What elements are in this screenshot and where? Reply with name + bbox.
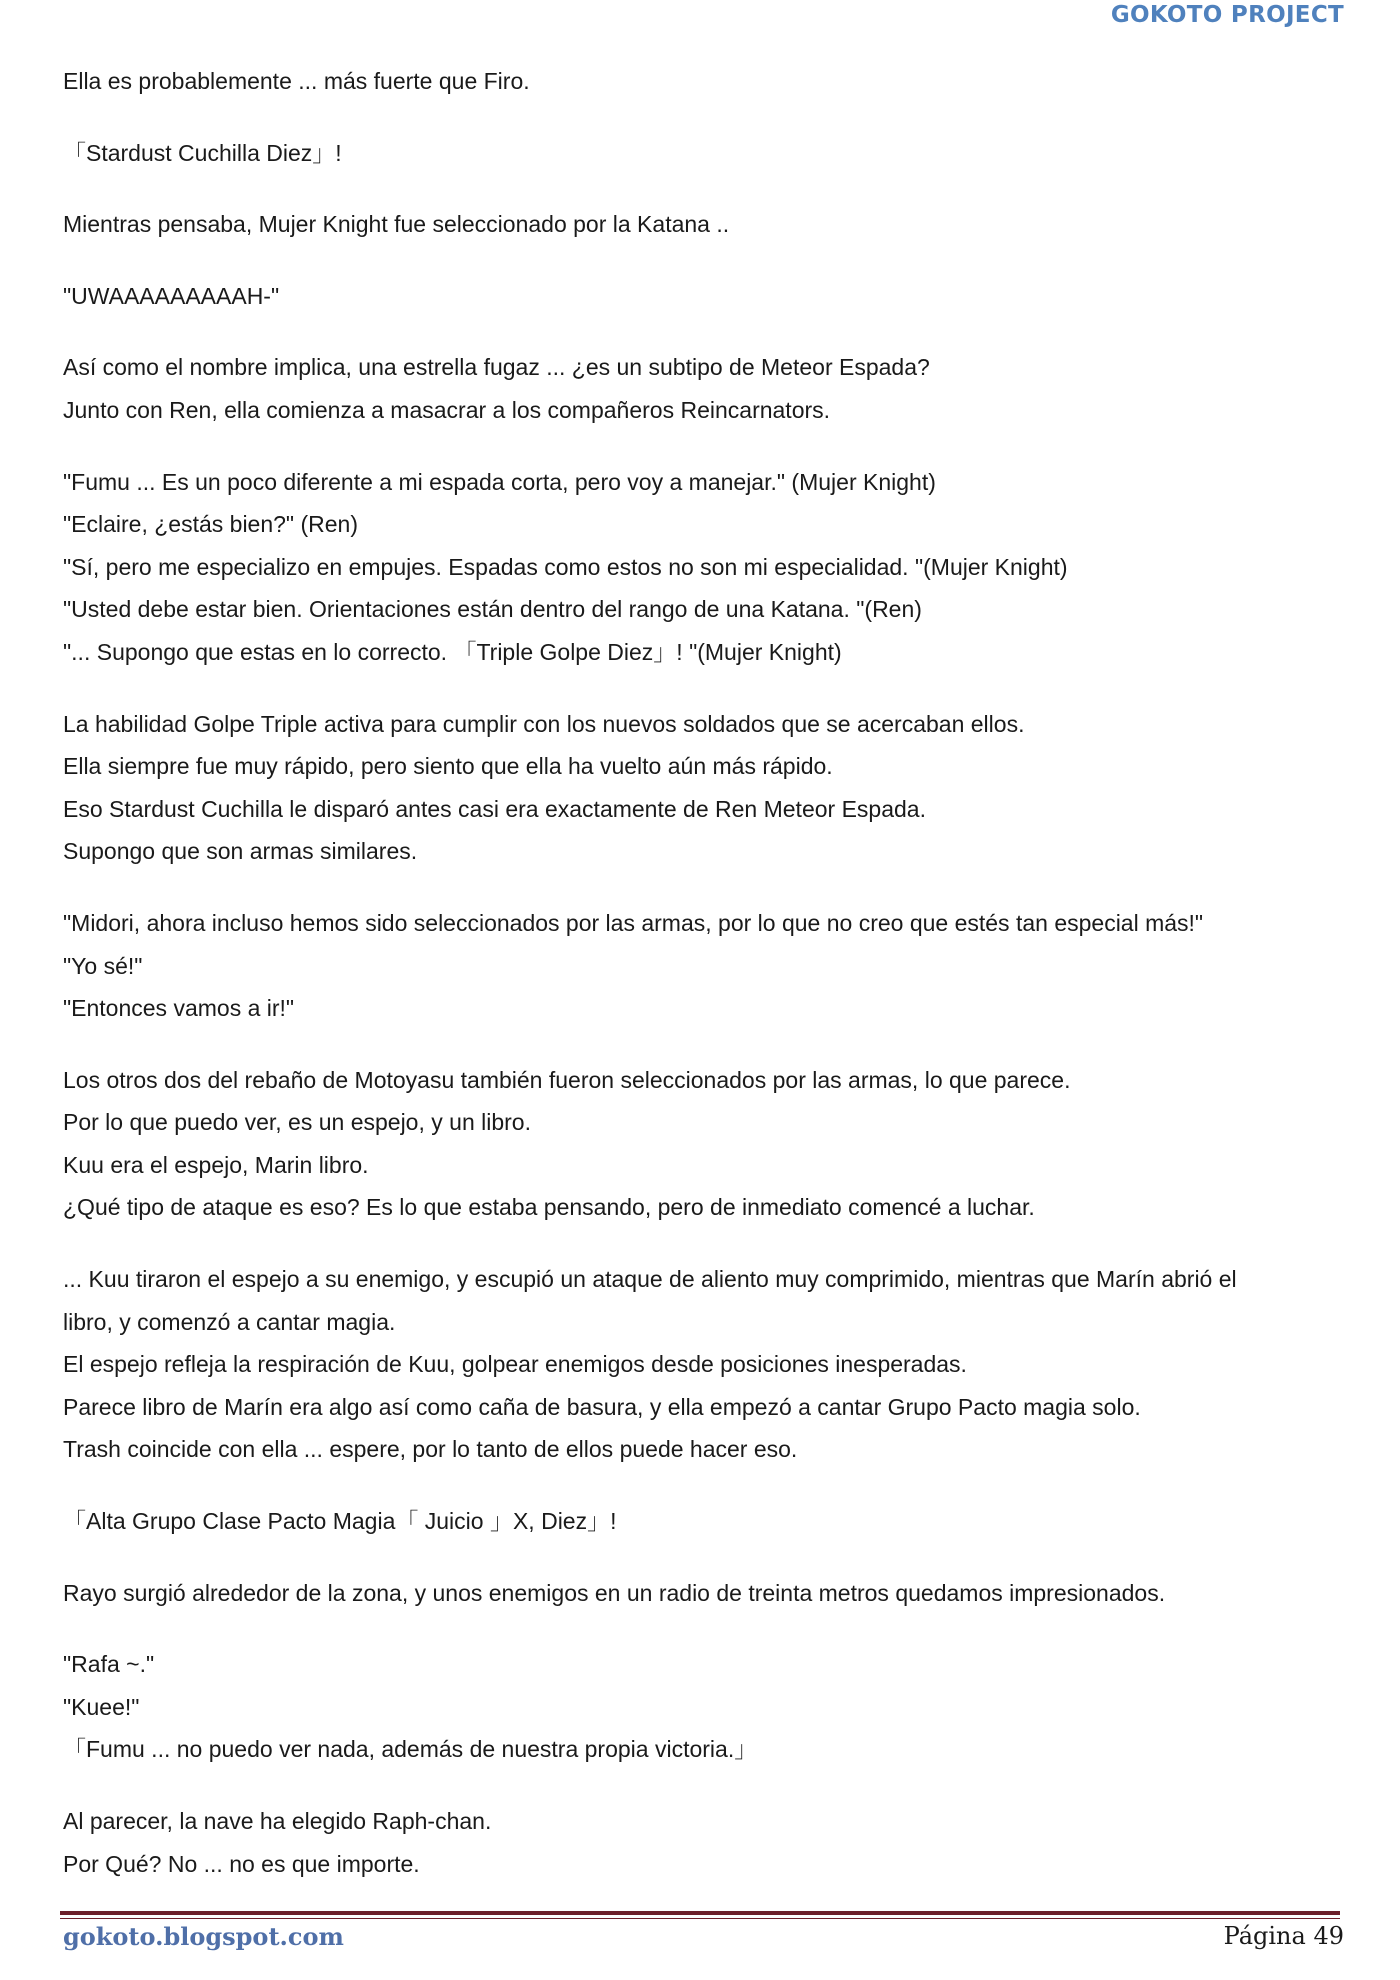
paragraph-gap <box>63 1614 1343 1643</box>
text-line: El espejo refleja la respiración de Kuu, golpear enemigos desde posiciones inesperadas. <box>63 1351 967 1378</box>
text-line: Rayo surgió alrededor de la zona, y unos enemigos en un radio de treinta metros quedamos impresionados. <box>63 1579 1166 1606</box>
text-line: Así como el nombre implica, una estrella fugaz ... ¿es un subtipo de Meteor Espada? <box>63 354 930 381</box>
text-line: "UWAAAAAAAAAH-" <box>63 282 280 309</box>
paragraph-gap <box>63 1030 1343 1059</box>
text-line: "Fumu ... Es un poco diferente a mi espada corta, pero voy a manejar." (Mujer Knight) <box>63 468 936 495</box>
text-line: 「Fumu ... no puedo ver nada, además de nuestra propia victoria.」 <box>63 1736 758 1763</box>
text-line: Por Qué? No ... no es que importe. <box>63 1850 420 1877</box>
paragraph-gap <box>63 873 1343 902</box>
text-line: "Usted debe estar bien. Orientaciones están dentro del rango de una Katana. "(Ren) <box>63 596 922 623</box>
text-line: "Rafa ~." <box>63 1651 155 1678</box>
page-number: Página 49 <box>1223 1922 1344 1950</box>
paragraph-gap <box>63 317 1343 346</box>
paragraph-gap <box>63 1229 1343 1258</box>
text-line: "... Supongo que estas en lo correcto. 「Triple Golpe Diez」! "(Mujer Knight) <box>63 638 842 665</box>
text-line: Parece libro de Marín era algo así como caña de basura, y ella empezó a cantar Grupo Pacto magia solo. <box>63 1393 1141 1420</box>
text-line: 「Stardust Cuchilla Diez」! <box>63 139 342 166</box>
text-line: libro, y comenzó a cantar magia. <box>63 1308 396 1335</box>
paragraph-gap <box>63 1771 1343 1800</box>
paragraph-gap <box>63 174 1343 203</box>
text-line: Por lo que puedo ver, es un espejo, y un libro. <box>63 1109 531 1136</box>
text-line: Kuu era el espejo, Marin libro. <box>63 1151 369 1178</box>
text-line: "Sí, pero me especializo en empujes. Espadas como estos no son mi especialidad. "(Mujer Knight) <box>63 553 1068 580</box>
text-line: Los otros dos del rebaño de Motoyasu también fueron seleccionados por las armas, lo que parece. <box>63 1066 1071 1093</box>
header-title: GOKOTO PROJECT <box>1110 2 1344 28</box>
text-line: Trash coincide con ella ... espere, por lo tanto de ellos puede hacer eso. <box>63 1436 798 1463</box>
text-line: La habilidad Golpe Triple activa para cumplir con los nuevos soldados que se acercaban ellos. <box>63 710 1025 737</box>
text-line: Supongo que son armas similares. <box>63 838 418 865</box>
text-line: "Yo sé!" <box>63 952 143 979</box>
text-line: ... Kuu tiraron el espejo a su enemigo, y escupió un ataque de aliento muy comprimido, mientras que Marín abrió el <box>63 1266 1237 1293</box>
text-line: Ella es probablemente ... más fuerte que Firo. <box>63 68 530 94</box>
footer-site-link[interactable]: gokoto.blogspot.com <box>63 1922 344 1951</box>
text-line: "Midori, ahora incluso hemos sido seleccionados por las armas, por lo que no creo que estés tan especial más!" <box>63 909 1204 936</box>
paragraph-gap <box>63 432 1343 461</box>
footer-rule <box>60 1911 1340 1915</box>
page-body <box>63 60 1343 1885</box>
paragraph-gap <box>63 246 1343 275</box>
text-line: Junto con Ren, ella comienza a masacrar a los compañeros Reincarnators. <box>63 396 831 423</box>
paragraph-gap <box>63 103 1343 132</box>
text-line: Ella siempre fue muy rápido, pero siento que ella ha vuelto aún más rápido. <box>63 753 833 780</box>
text-line: ¿Qué tipo de ataque es eso? Es lo que estaba pensando, pero de inmediato comencé a luchar. <box>63 1194 1035 1221</box>
footer-rule-thin <box>60 1918 1340 1919</box>
text-line: "Kuee!" <box>63 1693 140 1720</box>
paragraph-gap <box>63 674 1343 703</box>
text-line: Mientras pensaba, Mujer Knight fue seleccionado por la Katana .. <box>63 211 730 238</box>
text-line: Eso Stardust Cuchilla le disparó antes casi era exactamente de Ren Meteor Espada. <box>63 795 926 822</box>
paragraph-gap <box>63 1471 1343 1500</box>
text-line: "Eclaire, ¿estás bien?" (Ren) <box>63 511 359 538</box>
paragraph-gap <box>63 1543 1343 1572</box>
text-line: "Entonces vamos a ir!" <box>63 995 295 1022</box>
footer <box>63 1922 1344 1951</box>
text-line: Al parecer, la nave ha elegido Raph-chan. <box>63 1808 492 1834</box>
text-line: 「Alta Grupo Clase Pacto Magia「 Juicio 」X, Diez」! <box>63 1508 617 1535</box>
